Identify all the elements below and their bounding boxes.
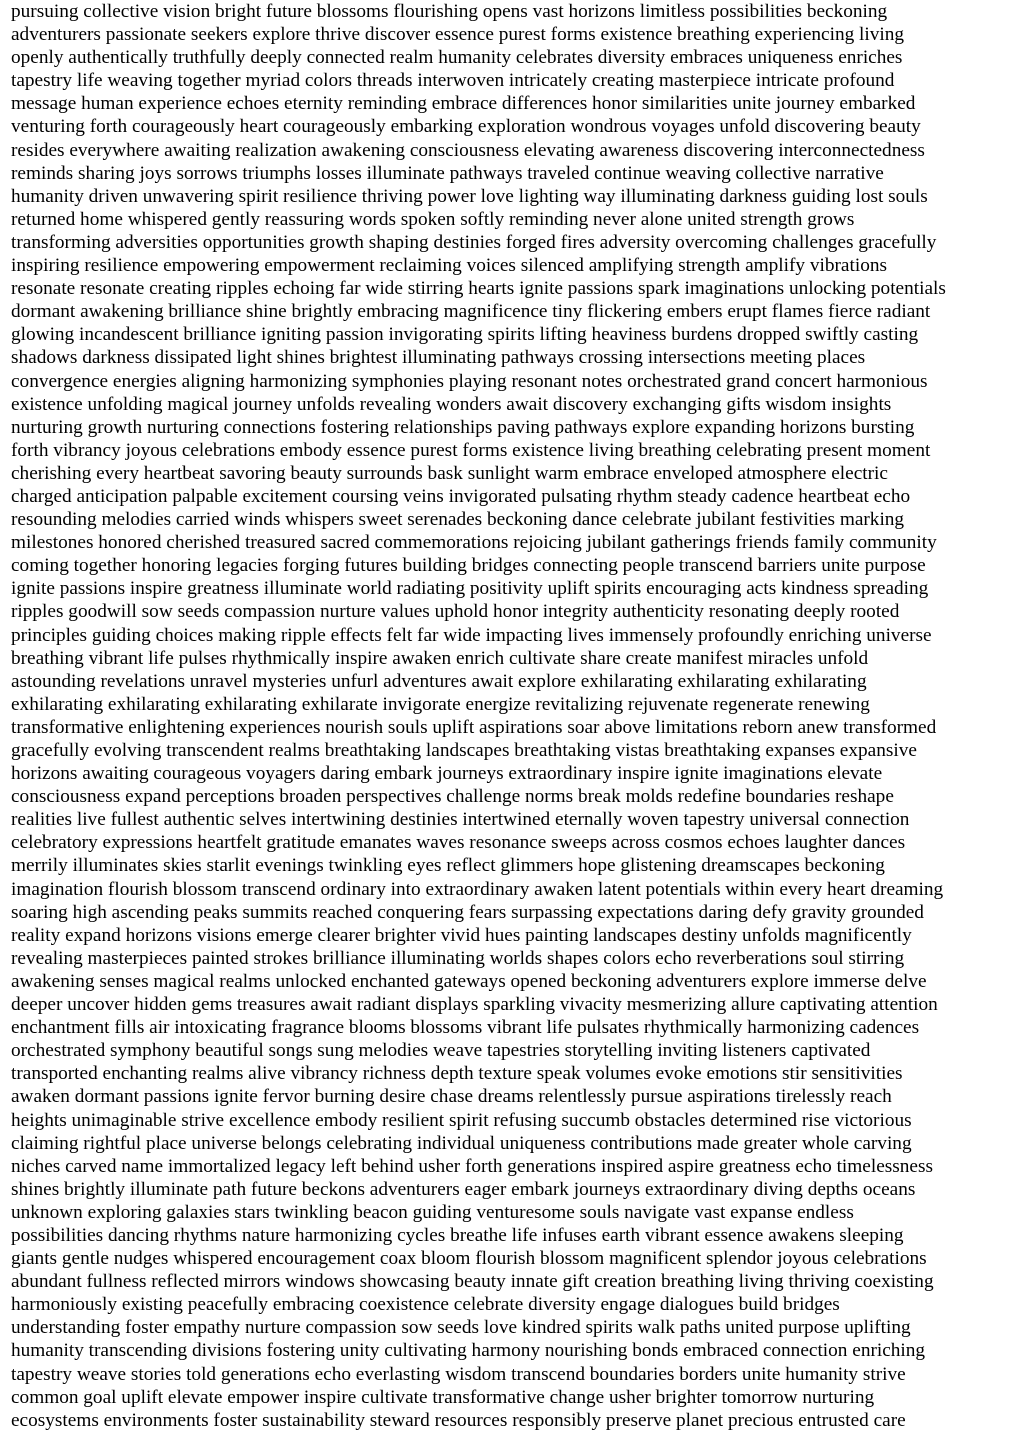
text-line: openly authentically truthfully deeply connected realm humanity celebrates diversity embraces uniqueness enriches (11, 47, 903, 69)
text-line: gracefully evolving transcendent realms breathtaking landscapes breathtaking vistas breathtaking expanses expansive (11, 740, 917, 761)
text-line: awakening senses magical realms unlocked enchanted gateways opened beckoning adventurers explore immerse delve (11, 970, 927, 992)
text-line: reality expand horizons visions emerge clearer brighter vivid hues painting landscapes destiny unfolds magnificently (11, 924, 912, 946)
text-line: awaken dormant passions ignite fervor burning desire chase dreams relentlessly pursue aspirations tirelessly reach (11, 1086, 892, 1108)
text-line: unknown exploring galaxies stars twinkling beacon guiding venturesome souls navigate vast expanse endless (11, 1201, 854, 1223)
text-line: realities live fullest authentic selves intertwining destinies intertwined eternally woven tapestry universal connection (11, 809, 910, 831)
text-line: celebratory expressions heartfelt gratitude emanates waves resonance sweeps across cosmos echoes laughter dances (11, 832, 906, 854)
text-line: coming together honoring legacies forging futures building bridges connecting people transcend barriers unite purpose (11, 555, 926, 577)
text-line: claiming rightful place universe belongs celebrating individual uniqueness contributions made greater whole carving (11, 1132, 912, 1154)
text-line: transformative enlightening experiences nourish souls uplift aspirations soar above limitations reborn anew transformed (11, 716, 937, 738)
text-line: adventurers passionate seekers explore thrive discover essence purest forms existence breathing experiencing living (11, 24, 905, 46)
text-line: charged anticipation palpable excitement coursing veins invigorated pulsating rhythm steady cadence heartbeat echo (11, 485, 911, 507)
text-line: tapestry weave stories told generations echo everlasting wisdom transcend boundaries borders unite humanity strive (11, 1363, 906, 1385)
text-line: possibilities dancing rhythms nature harmonizing cycles breathe life infuses earth vibrant essence awakens sleeping (11, 1224, 904, 1246)
text-line: resonate resonate creating ripples echoing far wide stirring hearts ignite passions spark imaginations unlocking potentials (11, 278, 946, 300)
text-line: message human experience echoes eternity reminding embrace differences honor similarities unite journey embarked (11, 93, 916, 115)
text-line: venturing forth courageously heart courageously embarking exploration wondrous voyages unfold discovering beauty (11, 116, 921, 138)
text-line: reminds sharing joys sorrows triumphs losses illuminate pathways traveled continue weaving collective narrative (11, 162, 884, 184)
text-line: deeper uncover hidden gems treasures await radiant displays sparkling vivacity mesmerizing allure captivating attention (11, 994, 938, 1016)
text-line: ecosystems environments foster sustainability steward resources responsibly preserve planet precious entrusted care (11, 1409, 906, 1431)
text-line: convergence energies aligning harmonizing symphonies playing resonant notes orchestrated grand concert harmonious (11, 370, 928, 392)
text-line: soaring high ascending peaks summits reached conquering fears surpassing expectations daring defy gravity grounded (11, 901, 924, 923)
text-line: astounding revelations unravel mysteries unfurl adventures await explore exhilarating exhilarating exhilarating (11, 670, 867, 692)
text-line: dormant awakening brilliance shine brightly embracing magnificence tiny flickering embers erupt flames fierce radiant (11, 301, 931, 323)
text-line: nurturing growth nurturing connections fostering relationships paving pathways explore expanding horizons bursting (11, 416, 915, 438)
text-line: merrily illuminates skies starlit evenings twinkling eyes reflect glimmers hope glistening dreamscapes beckoning (11, 855, 885, 877)
text-line: resides everywhere awaiting realization awakening consciousness elevating awareness discovering interconnectedness (11, 139, 925, 161)
text-line: tapestry life weaving together myriad colors threads interwoven intricately creating masterpiece intricate profound (11, 70, 895, 92)
text-line: transported enchanting realms alive vibrancy richness depth texture speak volumes evoke emotions stir sensitivities (11, 1063, 903, 1085)
text-line: ripples goodwill sow seeds compassion nurture values uphold honor integrity authenticity resonating deeply rooted (11, 601, 900, 623)
text-line: humanity transcending divisions fostering unity cultivating harmony nourishing bonds embraced connection enriching (11, 1340, 926, 1362)
text-line: shadows darkness dissipated light shines brightest illuminating pathways crossing intersections meeting places (11, 347, 866, 369)
text-line: common goal uplift elevate empower inspire cultivate transformative change usher brighter tomorrow nurturing (11, 1386, 875, 1408)
text-line: enchantment fills air intoxicating fragrance blooms blossoms vibrant life pulsates rhythmically harmonizing cadences (11, 1017, 920, 1039)
text-line: glowing incandescent brilliance igniting passion invigorating spirits lifting heaviness burdens dropped swiftly casting (11, 324, 919, 346)
text-line: inspiring resilience empowering empowerment reclaiming voices silenced amplifying strength amplify vibrations (11, 255, 887, 277)
text-line: returned home whispered gently reassuring words spoken softly reminding never alone united strength grows (11, 208, 855, 230)
text-line: forth vibrancy joyous celebrations embody essence purest forms existence living breathing celebrating present moment (11, 439, 931, 461)
text-line: understanding foster empathy nurture compassion sow seeds love kindred spirits walk paths united purpose uplifting (11, 1317, 911, 1339)
text-line: humanity driven unwavering spirit resilience thriving power love lighting way illuminating darkness guiding lost souls (11, 185, 928, 207)
text-line: resounding melodies carried winds whispers sweet serenades beckoning dance celebrate jubilant festivities marking (11, 509, 905, 531)
text-line: revealing masterpieces painted strokes brilliance illuminating worlds shapes colors echo reverberations soul stirring (11, 947, 905, 969)
text-line: milestones honored cherished treasured sacred commemorations rejoicing jubilant gatherings friends family community (11, 532, 937, 554)
text-line: principles guiding choices making ripple effects felt far wide impacting lives immensely profoundly enriching universe (11, 624, 932, 646)
text-line: orchestrated symphony beautiful songs sung melodies weave tapestries storytelling inviting listeners captivated (11, 1040, 871, 1062)
text-line: transforming adversities opportunities growth shaping destinies forged fires adversity overcoming challenges gracefully (11, 231, 937, 253)
text-line: heights unimaginable strive excellence embody resilient spirit refusing succumb obstacles determined rise victorious (11, 1109, 912, 1131)
text-line: breathing vibrant life pulses rhythmically inspire awaken enrich cultivate share create manifest miracles unfold (11, 647, 869, 669)
text-line: niches carved name immortalized legacy left behind usher forth generations inspired aspire greatness echo timelessness (11, 1155, 933, 1177)
text-line: horizons awaiting courageous voyagers daring embark journeys extraordinary inspire ignite imaginations elevate (11, 763, 883, 785)
text-line: pursuing collective vision bright future blossoms flourishing opens vast horizons limitless possibilities beckoning (11, 1, 888, 22)
text-line: shines brightly illuminate path future beckons adventurers eager embark journeys extraordinary diving depths oceans (11, 1178, 916, 1200)
text-line: ignite passions inspire greatness illuminate world radiating positivity uplift spirits encouraging acts kindness spreading (11, 578, 929, 600)
text-line: existence unfolding magical journey unfolds revealing wonders await discovery exchanging gifts wisdom insights (11, 393, 892, 415)
text-line: exhilarating exhilarating exhilarating exhilarate invigorate energize revitalizing rejuvenate regenerate renewing (11, 693, 870, 715)
text-line: harmoniously existing peacefully embracing coexistence celebrate diversity engage dialogues build bridges (11, 1294, 840, 1316)
text-line: imagination flourish blossom transcend ordinary into extraordinary awaken latent potentials within every heart dreaming (11, 878, 944, 900)
text-line: cherishing every heartbeat savoring beauty surrounds bask sunlight warm embrace enveloped atmosphere electric (11, 462, 888, 484)
text-line: abundant fullness reflected mirrors windows showcasing beauty innate gift creation breathing living thriving coexisting (11, 1271, 934, 1293)
text-line: giants gentle nudges whispered encouragement coax bloom flourish blossom magnificent splendor joyous celebrations (11, 1248, 927, 1270)
text-line: consciousness expand perceptions broaden perspectives challenge norms break molds redefine boundaries reshape (11, 786, 894, 808)
